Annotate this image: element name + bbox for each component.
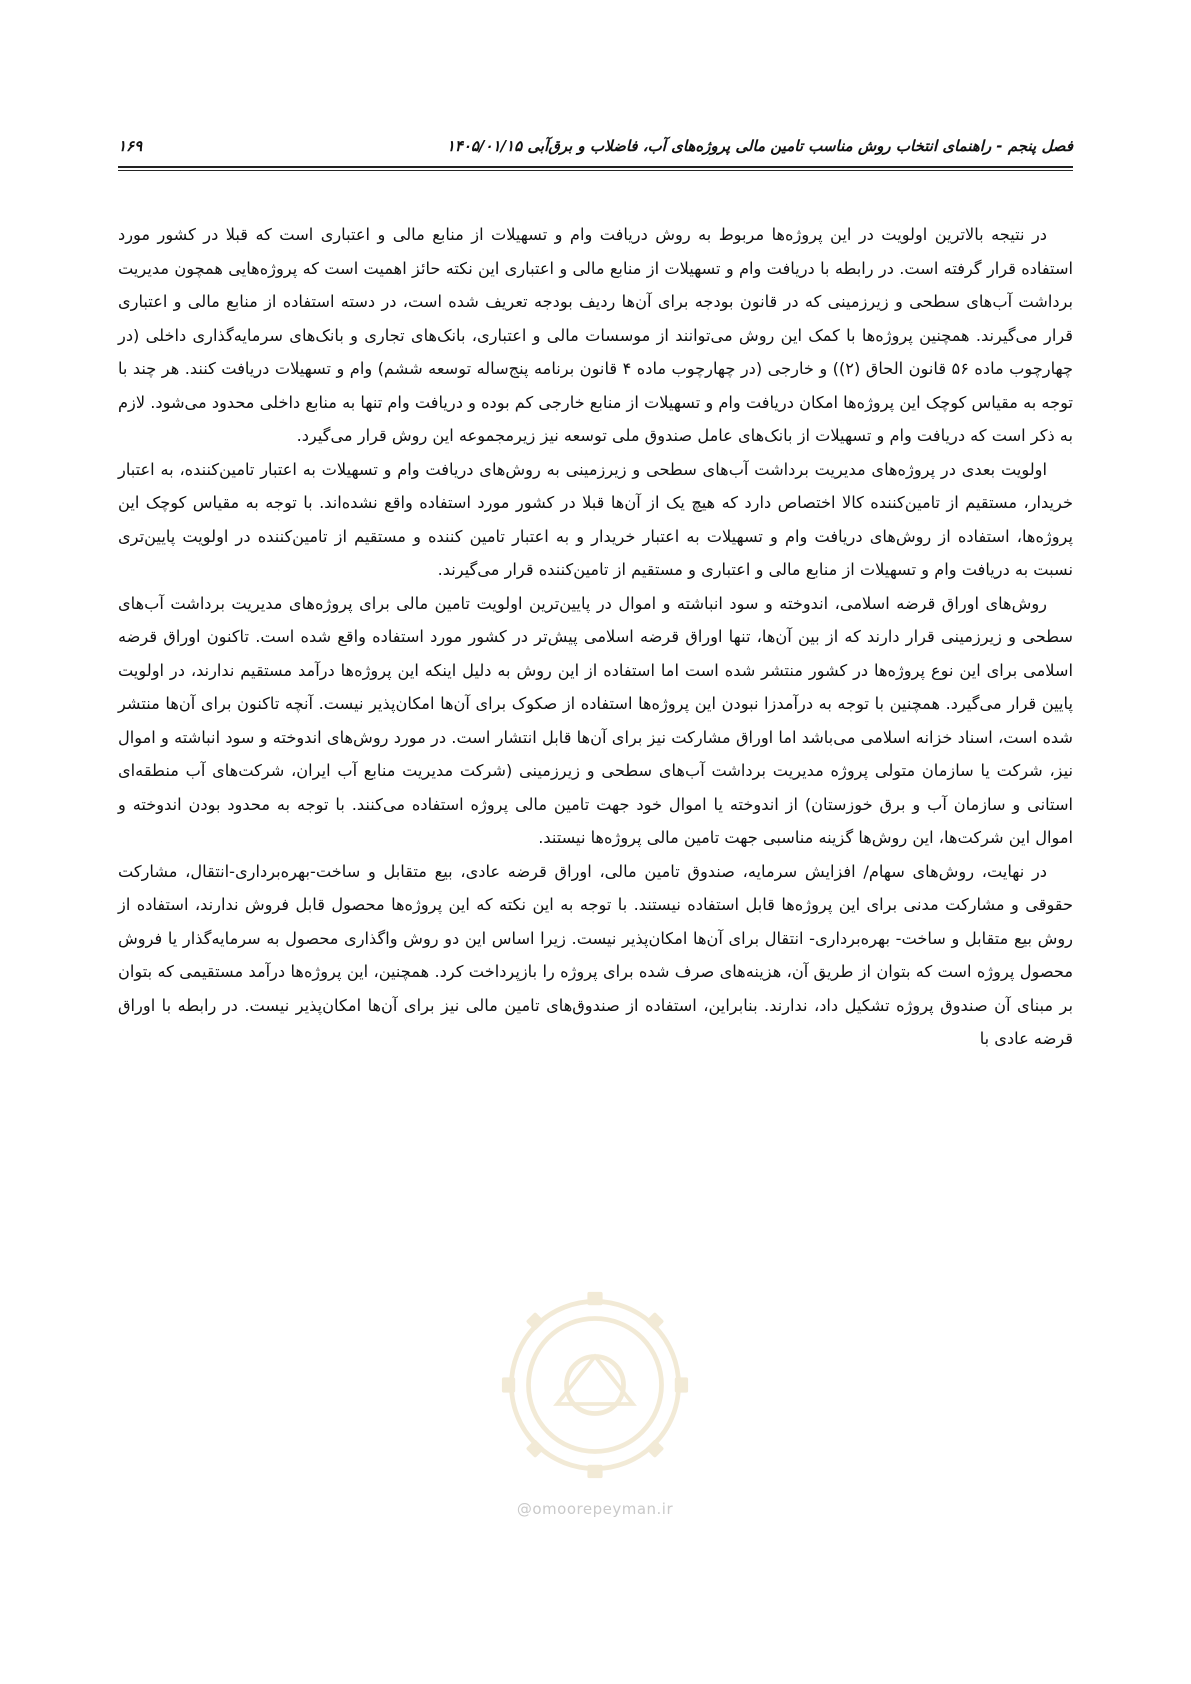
paragraph: روش‌های اوراق قرضه اسلامی، اندوخته و سود انباشته و اموال در پایین‌ترین اولویت تامین مالی برای پروژه‌های مدیریت برداشت آب‌های سطحی و زیرزمینی قرار دارند که از بین آن‌ها، تنها اوراق قرضه اسلامی پیش‌تر در کشور مورد استفاده واقع شده است. تاکنون اوراق قرضه اسلامی برای این نوع پروژه‌ها در کشور منتشر شده است اما استفاده از این روش به دلیل اینکه این پروژه‌ها درآمد مستقیم ندارند، در اولویت پایین قرار می‌گیرد. همچنین با توجه به درآمدزا نبودن این پروژه‌ها استفاده از صکوک برای آن‌ها امکان‌پذیر نیست. آنچه تاکنون برای آن‌ها منتشر شده است، اسناد خزانه اسلامی می‌باشد اما اوراق مشارکت نیز برای آن‌ها قابل انتشار است. در مورد روش‌های اندوخته و سود انباشته و اموال نیز، شرکت یا سازمان متولی پروژه مدیریت برداشت آب‌های سطحی و زیرزمینی (شرکت مدیریت منابع آب ایران، شرکت‌های آب منطقه‌ای استانی و سازمان آب و برق خوزستان) از اندوخته یا اموال خود جهت تامین مالی پروژه استفاده می‌کنند. با توجه به محدود بودن اندوخته و اموال این شرکت‌ها، این روش‌ها گزینه مناسبی جهت تامین مالی پروژه‌ها نیستند. [118,593,1073,847]
watermark-site: @omoorepeyman.ir [516,1500,674,1518]
body-text [118,218,1073,1056]
page-number: ۱۶۹ [118,137,143,155]
header-title: فصل پنجم - راهنمای انتخاب روش مناسب تامین مالی پروژه‌های آب، فاضلاب و برق‌آبی ۱۴۰۵/۰۱/۱۵ [446,137,1073,155]
paragraph: اولویت بعدی در پروژه‌های مدیریت برداشت آب‌های سطحی و زیرزمینی به روش‌های دریافت وام و تسهیلات به اعتبار تامین‌کننده، به اعتبار خریدار، مستقیم از تامین‌کننده کالا اختصاص دارد که هیچ یک از آن‌ها قبلا در کشور مورد استفاده واقع نشده‌اند. با توجه به مقیاس کوچک این پروژه‌ها، استفاده از روش‌های دریافت وام و تسهیلات به اعتبار خریدار و به اعتبار تامین کننده و مستقیم از تامین‌کننده در اولویت پایین‌تری نسبت به دریافت وام و تسهیلات از منابع مالی و اعتباری و مستقیم از تامین‌کننده قرار می‌گیرند. [118,459,1073,579]
page-header [118,128,1073,164]
header-rule-thin [118,170,1073,171]
paragraph: در نتیجه بالاترین اولویت در این پروژه‌ها مربوط به روش دریافت وام و تسهیلات از منابع مالی و اعتباری است که قبلا در کشور مورد استفاده قرار گرفته است. در رابطه با دریافت وام و تسهیلات از منابع مالی و اعتباری این نکته حائز اهمیت است که پروژه‌هایی همچون مدیریت برداشت آب‌های سطحی و زیرزمینی که در قانون بودجه برای آن‌ها ردیف بودجه تعریف شده است، در دسته استفاده از منابع مالی و اعتباری قرار می‌گیرند. همچنین پروژه‌ها با کمک این روش می‌توانند از موسسات مالی و اعتباری، بانک‌های تجاری و بانک‌های سرمایه‌گذاری داخلی (در چهارچوب ماده ۵۶ قانون الحاق (۲)) و خارجی (در چهارچوب ماده ۴ قانون برنامه پنج‌ساله توسعه ششم) وام و تسهیلات دریافت کنند. هر چند با توجه به مقیاس کوچک این پروژه‌ها امکان دریافت وام و تسهیلات از منابع خارجی کم بوده و دریافت وام تنها به منابع داخلی محدود می‌شود. لازم به ذکر است که دریافت وام و تسهیلات از بانک‌های عامل صندوق ملی توسعه نیز زیرمجموعه این روش قرار می‌گیرد. [118,225,1073,445]
gear-seal-icon [500,1290,690,1480]
header-rule [118,166,1073,168]
paragraph: در نهایت، روش‌های سهام/ افزایش سرمایه، صندوق تامین مالی، اوراق قرضه عادی، بیع متقابل و ساخت-بهره‌برداری-انتقال، مشارکت حقوقی و مشارکت مدنی برای این پروژه‌ها قابل استفاده نیستند. با توجه به این نکته که این پروژه‌ها محصول قابل فروش ندارند، استفاده از روش بیع متقابل و ساخت- بهره‌برداری- انتقال برای آن‌ها امکان‌پذیر نیست. زیرا اساس این دو روش واگذاری محصول به سرمایه‌گذار یا فروش محصول پروژه است که بتوان از طریق آن، هزینه‌های صرف شده برای پروژه را بازپرداخت کرد. همچنین، این پروژه‌ها درآمد مستقیمی که بتوان بر مبنای آن صندوق پروژه تشکیل داد، ندارند. بنابراین، استفاده از صندوق‌های تامین مالی نیز برای آن‌ها امکان‌پذیر نیست. در رابطه با اوراق قرضه عادی با [118,861,1073,1048]
